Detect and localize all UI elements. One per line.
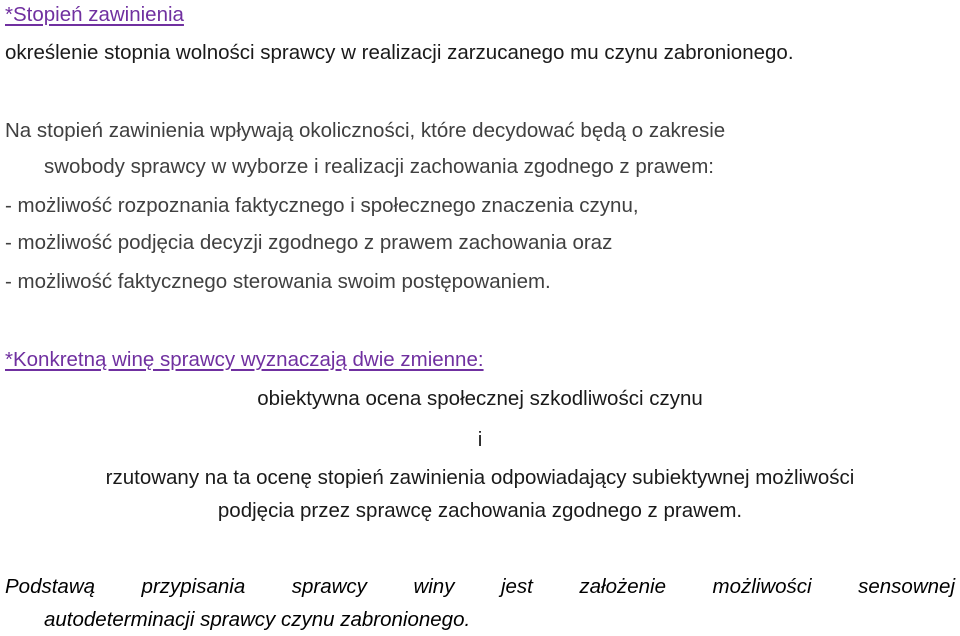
list-item-3: - możliwość faktycznego sterowania swoim postępowaniem. — [5, 270, 551, 293]
conclusion-line-2: autodeterminacji sprawcy czynu zabronionego. — [44, 608, 471, 631]
variable-1: obiektywna ocena społecznej szkodliwości czynu — [257, 387, 703, 410]
dwie-zmienne-heading: *Konkretną winę sprawcy wyznaczają dwie zmienne: — [5, 348, 484, 371]
definition-text: określenie stopnia wolności sprawcy w realizacji zarzucanego mu czynu zabronionego. — [5, 41, 794, 64]
intro-line-2: swobody sprawcy w wyborze i realizacji zachowania zgodnego z prawem: — [44, 155, 714, 178]
variable-2-line-1: rzutowany na ta ocenę stopień zawinienia odpowiadający subiektywnej możliwości — [105, 466, 855, 489]
conclusion-line-1: Podstawą przypisania sprawcy winy jest założenie możliwości sensownej — [5, 575, 955, 598]
list-item-2: - możliwość podjęcia decyzji zgodnego z prawem zachowania oraz — [5, 231, 613, 254]
stopien-zawinienia-heading: *Stopień zawinienia — [5, 3, 184, 26]
intro-line-1: Na stopień zawinienia wpływają okoliczności, które decydować będą o zakresie — [5, 119, 726, 142]
list-item-1: - możliwość rozpoznania faktycznego i społecznego znaczenia czynu, — [5, 194, 639, 217]
variable-2-line-2: podjęcia przez sprawcę zachowania zgodnego z prawem. — [217, 499, 743, 522]
conjunction-i: i — [477, 428, 483, 451]
